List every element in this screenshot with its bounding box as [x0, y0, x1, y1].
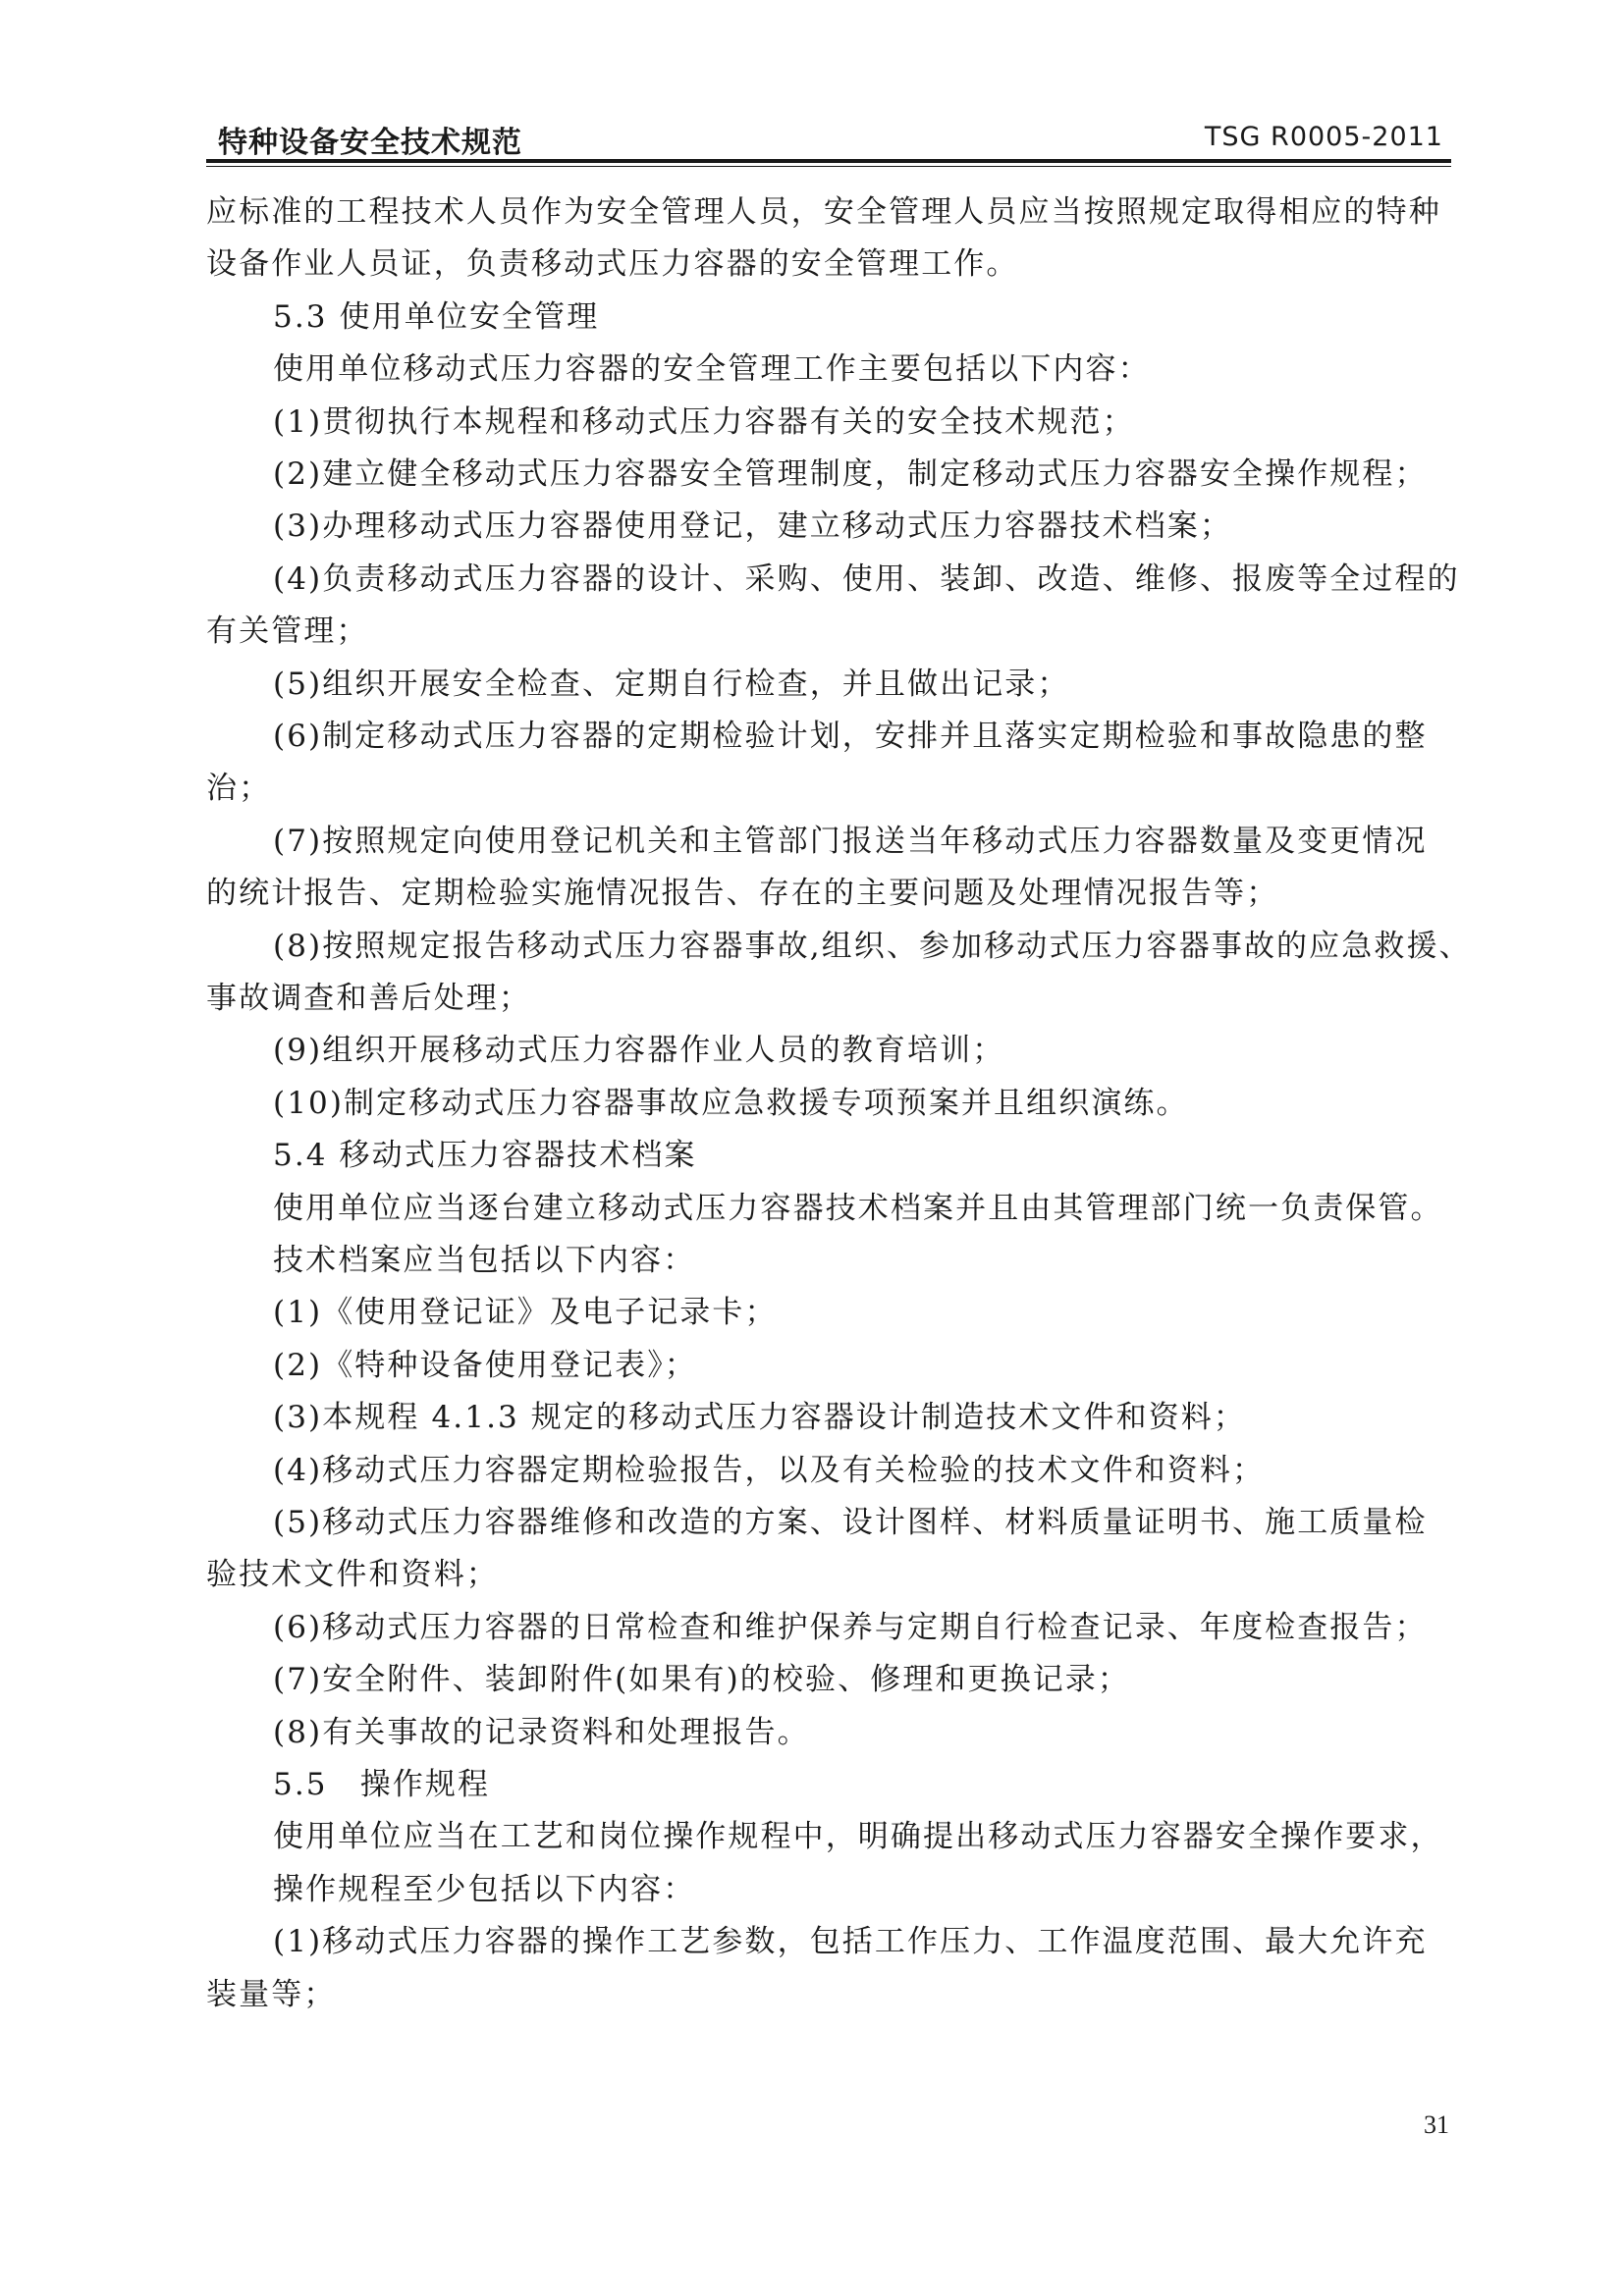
text-line: 装量等；	[206, 1976, 337, 2012]
text-line: 使用单位应当在工艺和岗位操作规程中，明确提出移动式压力容器安全操作要求，	[273, 1819, 1443, 1855]
text-line: 技术档案应当包括以下内容：	[273, 1243, 696, 1278]
text-line: 验技术文件和资料；	[206, 1557, 499, 1593]
header-title: 特种设备安全技术规范	[218, 126, 522, 160]
text-line: (7)安全附件、装卸附件(如果有)的校验、修理和更换记录；	[273, 1662, 1130, 1698]
text-line: 应标准的工程技术人员作为安全管理人员，安全管理人员应当按照规定取得相应的特种	[206, 194, 1441, 230]
text-line: 操作规程至少包括以下内容：	[273, 1871, 696, 1907]
text-line: (8)按照规定报告移动式压力容器事故,组织、参加移动式压力容器事故的应急救援、	[273, 928, 1472, 964]
text-line: (2)《特种设备使用登记表》；	[273, 1347, 697, 1383]
text-line: (9)组织开展移动式压力容器作业人员的教育培训；	[273, 1033, 1005, 1069]
text-line: (3)本规程 4.1.3 规定的移动式压力容器设计制造技术文件和资料；	[273, 1400, 1246, 1436]
text-line: (5)移动式压力容器维修和改造的方案、设计图样、材料质量证明书、施工质量检	[273, 1505, 1428, 1540]
text-line: (5)组织开展安全检查、定期自行检查，并且做出记录；	[273, 666, 1070, 702]
text-line: (10)制定移动式压力容器事故应急救援专项预案并且组织演练。	[273, 1085, 1189, 1121]
text-line: (8)有关事故的记录资料和处理报告。	[273, 1714, 810, 1750]
text-line: (2)建立健全移动式压力容器安全管理制度，制定移动式压力容器安全操作规程；	[273, 456, 1428, 492]
text-line: 设备作业人员证，负责移动式压力容器的安全管理工作。	[206, 246, 1019, 283]
text-line: 5.3 使用单位安全管理	[273, 298, 600, 335]
text-line: (6)移动式压力容器的日常检查和维护保养与定期自行检查记录、年度检查报告；	[273, 1609, 1428, 1645]
text-line: (7)按照规定向使用登记机关和主管部门报送当年移动式压力容器数量及变更情况	[273, 823, 1428, 859]
text-line: (4)移动式压力容器定期检验报告，以及有关检验的技术文件和资料；	[273, 1452, 1266, 1488]
header-rule	[206, 159, 1451, 163]
text-line: 有关管理；	[206, 614, 369, 650]
header-rule-thin	[206, 166, 1451, 167]
text-line: 使用单位移动式压力容器的安全管理工作主要包括以下内容：	[273, 351, 1151, 388]
text-line: 的统计报告、定期检验实施情况报告、存在的主要问题及处理情况报告等；	[206, 876, 1279, 912]
page-header	[206, 116, 1451, 159]
header-code: TSG R0005-2011	[1204, 122, 1443, 152]
page-number: 31	[1424, 2110, 1449, 2139]
text-line: (4)负责移动式压力容器的设计、采购、使用、装卸、改造、维修、报废等全过程的	[273, 561, 1460, 597]
text-line: (1)《使用登记证》及电子记录卡；	[273, 1295, 778, 1331]
text-line: 5.5 操作规程	[273, 1767, 491, 1802]
text-line: 5.4 移动式压力容器技术档案	[273, 1138, 697, 1174]
text-line: (1)贯彻执行本规程和移动式压力容器有关的安全技术规范；	[273, 403, 1135, 440]
text-line: 使用单位应当逐台建立移动式压力容器技术档案并且由其管理部门统一负责保管。	[273, 1190, 1443, 1226]
text-line: (3)办理移动式压力容器使用登记，建立移动式压力容器技术档案；	[273, 508, 1233, 545]
text-line: 事故调查和善后处理；	[206, 981, 531, 1016]
text-line: 治；	[206, 771, 272, 807]
text-line: (1)移动式压力容器的操作工艺参数，包括工作压力、工作温度范围、最大允许充	[273, 1924, 1428, 1960]
text-line: (6)制定移动式压力容器的定期检验计划，安排并且落实定期检验和事故隐患的整	[273, 719, 1428, 754]
